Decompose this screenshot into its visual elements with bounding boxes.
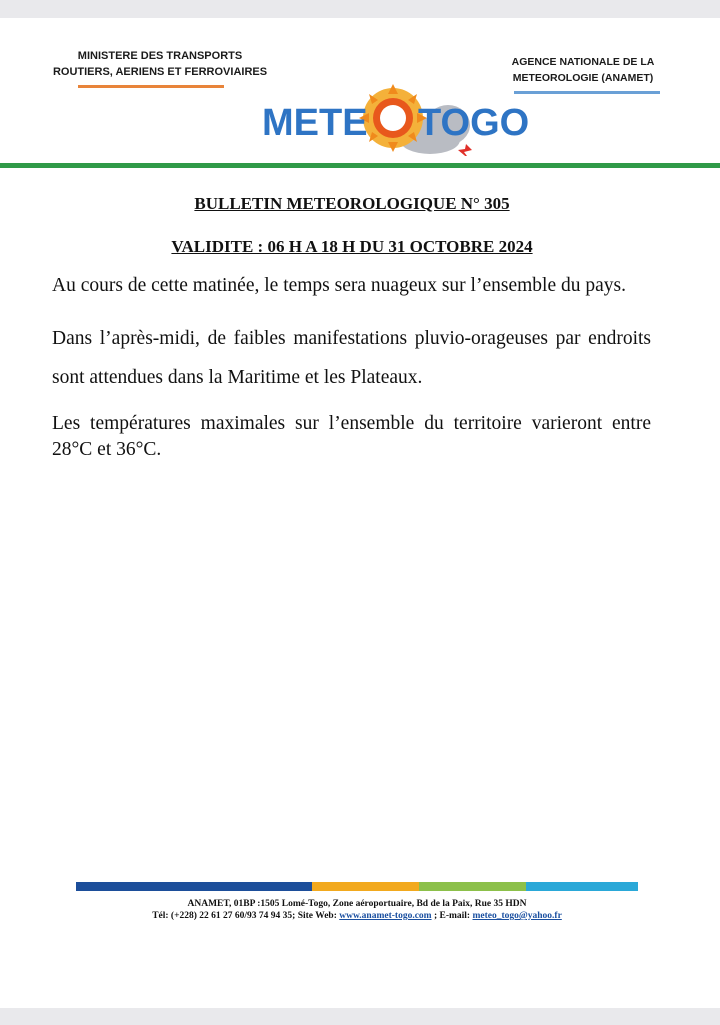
footer-phone: Tél: (+228) 22 61 27 60/93 74 94 35; Site Web: xyxy=(152,911,340,921)
ministry-line-1: MINISTERE DES TRANSPORTS xyxy=(77,50,243,62)
bulletin-body xyxy=(52,266,651,477)
logo-text-right: TOGO xyxy=(418,102,530,144)
agency-line-2: METEOROLOGIE (ANAMET) xyxy=(512,72,654,84)
email-link[interactable]: meteo_togo@yahoo.fr xyxy=(472,911,562,921)
bulletin-validity: VALIDITE : 06 H A 18 H DU 31 OCTOBRE 2024 xyxy=(171,237,533,256)
website-link[interactable]: www.anamet-togo.com xyxy=(339,911,432,921)
paragraph-afternoon: Dans l’après-midi, de faibles manifestations pluvio-orageuses par endroits sont attendues dans la Maritime et les Plateaux. xyxy=(52,328,651,388)
ministry-rule xyxy=(78,85,224,88)
header-divider xyxy=(0,163,720,168)
logo-text-left: METE xyxy=(262,102,368,144)
footer-address: ANAMET, 01BP :1505 Lomé-Togo, Zone aéroportuaire, Bd de la Paix, Rue 35 HDN xyxy=(187,899,527,909)
footer-email-prefix: ; E-mail: xyxy=(431,911,473,921)
ministry-name xyxy=(50,48,270,80)
lightning-icon xyxy=(458,144,472,156)
footer-contact-line xyxy=(76,910,638,922)
footer-bar-segment-orange xyxy=(312,882,419,891)
bulletin-title: BULLETIN METEOROLOGIQUE N° 305 xyxy=(194,194,510,213)
sun-icon xyxy=(359,84,427,152)
footer-bar-segment-cyan xyxy=(526,882,638,891)
paragraph-morning: Au cours de cette matinée, le temps sera nuageux sur l’ensemble du pays. xyxy=(52,275,626,296)
footer-contact xyxy=(76,898,638,922)
document-page xyxy=(0,18,720,1008)
footer-bar-segment-blue xyxy=(76,882,312,891)
footer-bar-segment-green xyxy=(419,882,526,891)
agency-line-1: AGENCE NATIONALE DE LA xyxy=(511,56,655,68)
meteo-togo-logo xyxy=(258,80,538,156)
paragraph-temperatures: Les températures maximales sur l’ensemble du territoire varieront entre 28°C et 36°C. xyxy=(52,413,651,460)
footer-color-bar xyxy=(76,882,638,891)
ministry-line-2: ROUTIERS, AERIENS ET FERROVIAIRES xyxy=(52,66,268,78)
